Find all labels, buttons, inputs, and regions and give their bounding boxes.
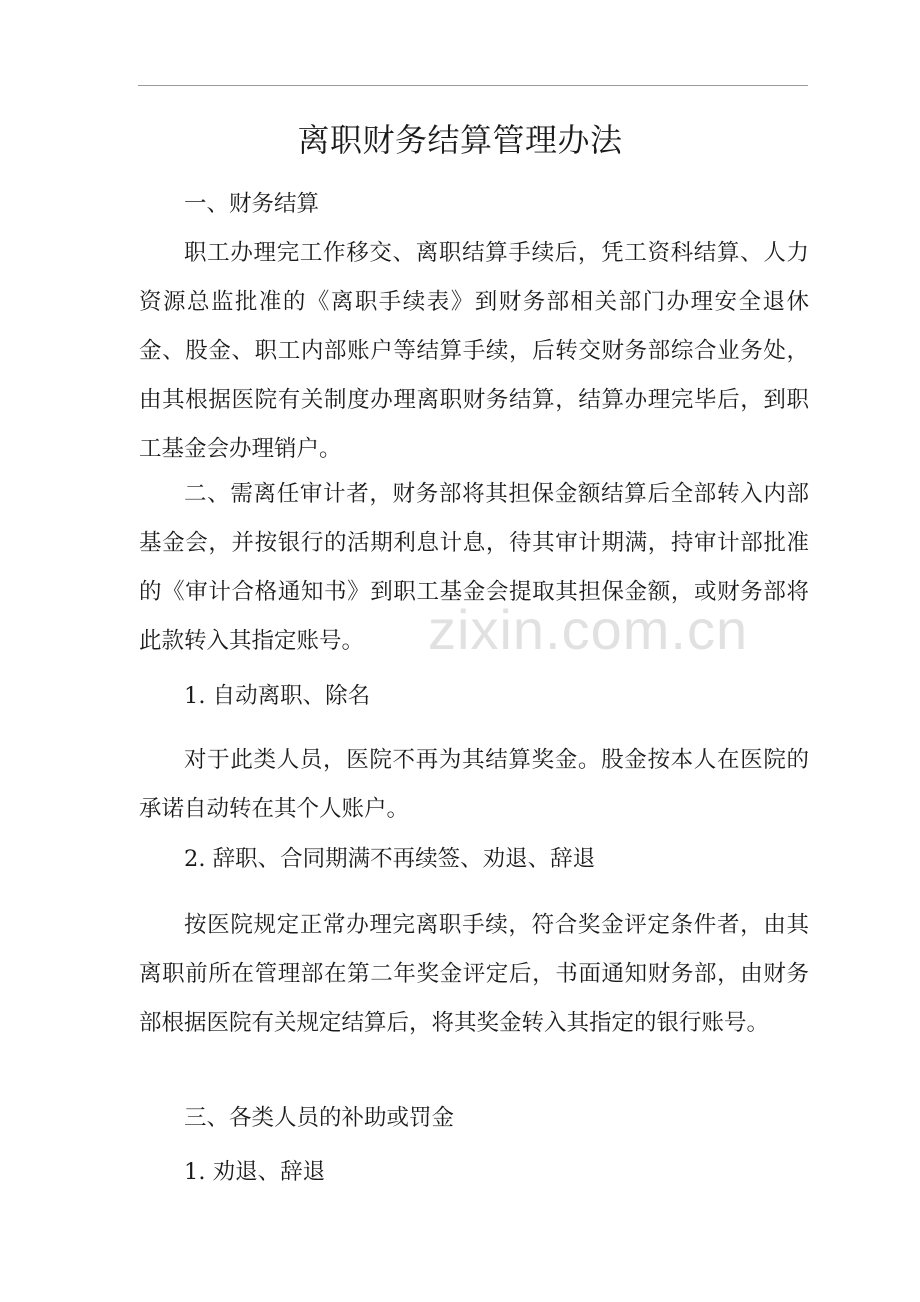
subheading-1: 1. 自动离职、除名: [184, 683, 371, 709]
section-heading-3: 三、各类人员的补助或罚金: [184, 1105, 455, 1131]
paragraph-2: 二、需离任审计者，财务部将其担保金额结算后全部转入内部基金会，并按银行的活期利息计息，待其审计期满，持审计部批准的《审计合格通知书》到职工基金会提取其担保金额，或财务部将此款转入其指定账号。: [139, 481, 809, 654]
subheading-3: 1. 劝退、辞退: [184, 1159, 326, 1185]
document-title: 离职财务结算管理办法: [297, 121, 623, 159]
header-rule: [138, 85, 808, 86]
subheading-2: 2. 辞职、合同期满不再续签、劝退、辞退: [184, 846, 596, 872]
section-heading-1: 一、财务结算: [184, 191, 320, 217]
paragraph-3: 对于此类人员，医院不再为其结算奖金。股金按本人在医院的承诺自动转在其个人账户。: [139, 747, 809, 822]
watermark-text: zixin.com.cn: [428, 598, 749, 661]
paragraph-1: 职工办理完工作移交、离职结算手续后，凭工资科结算、人力资源总监批准的《离职手续表》到财务部相关部门办理安全退休金、股金、职工内部账户等结算手续，后转交财务部综合业务处，由其根据医院有关制度办理离职财务结算，结算办理完毕后，到职工基金会办理销户。: [139, 240, 809, 462]
paragraph-4: 按医院规定正常办理完离职手续，符合奖金评定条件者，由其离职前所在管理部在第二年奖金评定后，书面通知财务部，由财务部根据医院有关规定结算后，将其奖金转入其指定的银行账号。: [139, 912, 809, 1036]
